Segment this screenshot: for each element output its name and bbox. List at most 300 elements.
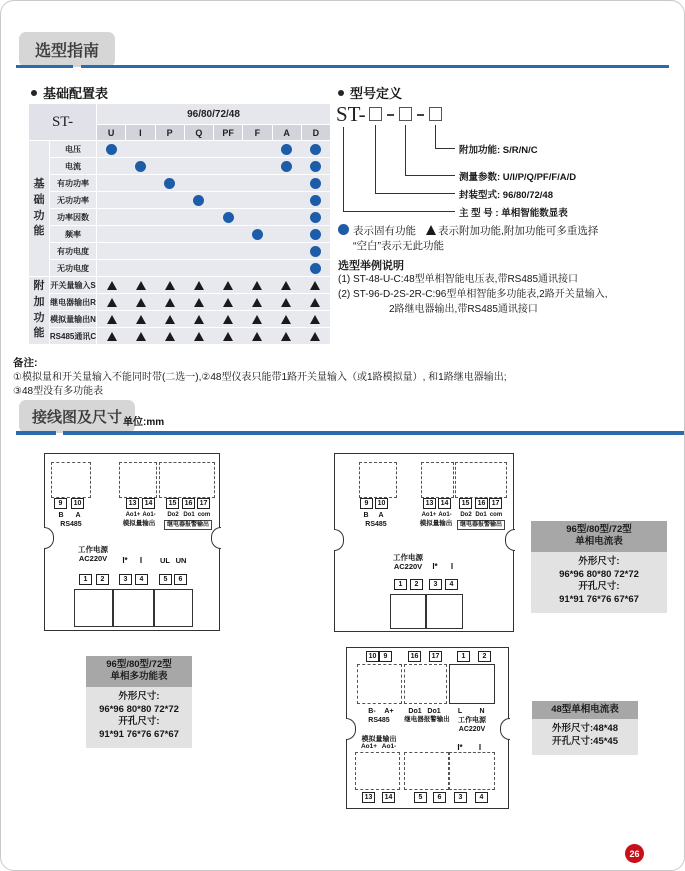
mark-cell-Q — [184, 141, 213, 157]
callout-additional-function: 附加功能: S/R/N/C — [459, 145, 538, 156]
label-b-do_labels-1: Do1 — [475, 512, 487, 518]
mark-cell-Q — [184, 311, 213, 327]
model-placeholder-box-3 — [429, 107, 442, 121]
dashed-module-box — [404, 664, 447, 704]
mark-cell-A — [272, 277, 301, 293]
additional-function-triangle-icon — [252, 281, 262, 290]
callout-line — [343, 127, 344, 212]
row-label-电压: 电压 — [50, 141, 96, 157]
additional-function-triangle-icon — [310, 298, 320, 307]
mark-cell-A — [272, 328, 301, 344]
additional-function-triangle-icon — [165, 298, 175, 307]
terminal-10: 10 — [375, 498, 388, 509]
fixed-function-dot-icon — [281, 161, 292, 172]
additional-function-triangle-icon — [281, 281, 291, 290]
label-a-current_labels-0: I* — [122, 556, 128, 565]
terminal-1: 1 — [457, 651, 470, 662]
label-c-do_caption: 继电器报警输出 — [404, 716, 450, 723]
row-label-有功功率: 有功功率 — [50, 175, 96, 191]
row-marks-电流 — [97, 158, 330, 174]
mark-cell-P — [155, 175, 184, 191]
label-b-rs485_caption: RS485 — [365, 521, 387, 528]
mark-cell-I — [126, 328, 155, 344]
additional-function-triangle-icon — [136, 298, 146, 307]
mark-cell-F — [243, 277, 272, 293]
solid-module-box — [74, 589, 113, 627]
notes-heading: 备注: — [13, 357, 38, 369]
label-c-rs485_caption: RS485 — [368, 717, 390, 724]
mark-cell-D — [301, 141, 330, 157]
label-a-ao_labels-1: Ao1- — [142, 512, 156, 518]
config-table-heading-text: 基础配置表 — [43, 86, 109, 101]
mark-cell-Q — [184, 226, 213, 242]
terminal-3: 3 — [454, 792, 467, 803]
row-marks-有功电度 — [97, 243, 330, 259]
mark-cell-Q — [184, 328, 213, 344]
additional-function-triangle-icon — [281, 298, 291, 307]
mark-cell-F — [243, 260, 272, 276]
label-b-power_caption2: AC220V — [393, 562, 423, 571]
spec-body-line-2: 开孔尺寸: — [118, 716, 160, 728]
spec-title-line-0: 48型单相电流表 — [551, 704, 619, 715]
column-header-F: F — [243, 125, 271, 140]
mark-cell-I — [126, 226, 155, 242]
mark-cell-U — [97, 294, 126, 310]
additional-function-triangle-icon — [107, 315, 117, 324]
callout-line — [405, 125, 406, 176]
terminal-13: 13 — [423, 498, 436, 509]
case-notch-right — [211, 527, 221, 549]
column-header-A: A — [273, 125, 301, 140]
spec-body-line-1: 96*96 80*80 72*72 — [559, 568, 639, 580]
fixed-function-dot-icon — [135, 161, 146, 172]
row-label-无功电度: 无功电度 — [50, 260, 96, 276]
terminal-9: 9 — [360, 498, 373, 509]
terminal-5: 5 — [159, 574, 172, 585]
mark-cell-P — [155, 226, 184, 242]
mark-cell-Q — [184, 277, 213, 293]
terminal-3: 3 — [119, 574, 132, 585]
label-c-power_labels-0: L — [457, 708, 463, 715]
mark-cell-P — [155, 328, 184, 344]
spec-box-multifunction-meter — [86, 656, 192, 748]
mark-cell-PF — [214, 328, 243, 344]
terminal-16: 16 — [408, 651, 421, 662]
terminal-14: 14 — [142, 498, 155, 509]
additional-function-triangle-icon — [252, 298, 262, 307]
label-b-do_caption: 继电器报警输出 — [457, 520, 505, 530]
additional-function-triangle-icon — [107, 298, 117, 307]
row-marks-RS485通讯C — [97, 328, 330, 344]
wiring-diagram-48-meter — [346, 647, 509, 809]
mark-cell-D — [301, 294, 330, 310]
legend-dot-text: 表示固有功能 — [353, 225, 416, 237]
spec-body — [532, 719, 638, 755]
fixed-function-dot-icon — [310, 161, 321, 172]
mark-cell-A — [272, 226, 301, 242]
mark-cell-PF — [214, 260, 243, 276]
row-label-有功电度: 有功电度 — [50, 243, 96, 259]
label-b-ao_labels-0: Ao1+ — [421, 512, 437, 518]
additional-function-triangle-icon — [136, 315, 146, 324]
legend-tri-text: 表示附加功能,附加功能可多重选择 — [438, 225, 599, 237]
mark-cell-Q — [184, 175, 213, 191]
callout-line — [375, 193, 455, 194]
mark-cell-U — [97, 158, 126, 174]
additional-function-triangle-icon — [310, 281, 320, 290]
spec-title-line-1: 单相电流表 — [575, 536, 623, 548]
fixed-function-dot-icon — [338, 224, 349, 235]
model-definition-heading-text: 型号定义 — [350, 86, 403, 101]
mark-cell-PF — [214, 192, 243, 208]
additional-function-triangle-icon — [223, 298, 233, 307]
column-header-U: U — [97, 125, 125, 140]
mark-cell-U — [97, 141, 126, 157]
page-number-badge: 26 — [625, 844, 644, 863]
terminal-17: 17 — [197, 498, 210, 509]
additional-function-triangle-icon — [165, 281, 175, 290]
wiring-diagram-current-meter — [334, 453, 514, 632]
mark-cell-I — [126, 294, 155, 310]
spec-body — [531, 552, 667, 613]
mark-cell-I — [126, 209, 155, 225]
label-c-ao_caption: 模拟量输出 — [361, 736, 397, 743]
mark-cell-A — [272, 209, 301, 225]
mark-cell-A — [272, 294, 301, 310]
terminal-14: 14 — [438, 498, 451, 509]
terminal-2: 2 — [96, 574, 109, 585]
basic-configuration-table — [29, 104, 330, 344]
mark-cell-Q — [184, 192, 213, 208]
spec-body-line-1: 开孔尺寸:45*45 — [552, 736, 618, 748]
legend-line-1 — [338, 223, 598, 238]
mark-cell-Q — [184, 243, 213, 259]
label-c-power_labels-1: N — [479, 708, 485, 715]
mark-cell-A — [272, 192, 301, 208]
notes-lines — [13, 371, 507, 399]
label-c-current_labels-1: I — [478, 743, 482, 752]
divider-line — [16, 431, 56, 435]
additional-function-triangle-icon — [165, 315, 175, 324]
terminal-13: 13 — [126, 498, 139, 509]
row-label-功率因数: 功率因数 — [50, 209, 96, 225]
section-badge-wiring-dimensions: 接线图及尺寸 — [19, 400, 135, 433]
mark-cell-Q — [184, 209, 213, 225]
mark-cell-I — [126, 192, 155, 208]
mark-cell-P — [155, 277, 184, 293]
fixed-function-dot-icon — [281, 144, 292, 155]
label-b-ao_labels-1: Ao1- — [438, 512, 452, 518]
mark-cell-A — [272, 141, 301, 157]
spec-title-line-1: 单相多功能表 — [110, 671, 168, 683]
additional-function-triangle-icon — [136, 281, 146, 290]
mark-cell-PF — [214, 311, 243, 327]
row-marks-电压 — [97, 141, 330, 157]
mark-cell-A — [272, 243, 301, 259]
mark-cell-PF — [214, 243, 243, 259]
additional-function-triangle-icon — [194, 332, 204, 341]
solid-module-box — [113, 589, 154, 627]
bullet-icon — [31, 90, 37, 96]
label-a-voltage_labels-0: UL — [160, 556, 170, 565]
label-a-ao_labels-0: Ao1+ — [125, 512, 141, 518]
mark-cell-P — [155, 158, 184, 174]
row-marks-模拟量输出N — [97, 311, 330, 327]
label-b-current_labels-0: I* — [432, 562, 438, 571]
wiring-diagram-multifunction-meter — [44, 453, 220, 631]
callout-measured-parameter: 测量参数: U/I/P/Q/PF/F/A/D — [459, 172, 577, 183]
label-a-voltage_labels-1: UN — [175, 556, 187, 565]
note-line-1: ③48型没有多功能表 — [13, 386, 104, 397]
note-line-0: ①模拟量和开关量输入不能同时带(二选一),②48型仪表只能带1路开关量输入（或1路模拟量）, 和1路继电器输出; — [13, 372, 507, 383]
mark-cell-PF — [214, 294, 243, 310]
label-c-ao_labels-0: Ao1+ — [360, 743, 378, 750]
terminal-9: 9 — [54, 498, 67, 509]
additional-function-triangle-icon — [223, 281, 233, 290]
mark-cell-F — [243, 294, 272, 310]
row-marks-有功功率 — [97, 175, 330, 191]
terminal-16: 16 — [182, 498, 195, 509]
row-label-频率: 频率 — [50, 226, 96, 242]
mark-cell-F — [243, 226, 272, 242]
mark-cell-P — [155, 192, 184, 208]
fixed-function-dot-icon — [223, 212, 234, 223]
row-marks-无功功率 — [97, 192, 330, 208]
spec-body-line-3: 91*91 76*76 67*67 — [559, 594, 639, 606]
column-header-I: I — [126, 125, 154, 140]
table-size-header: 96/80/72/48 — [97, 104, 330, 124]
dashed-module-box — [455, 462, 507, 498]
terminal-6: 6 — [433, 792, 446, 803]
spec-title — [532, 701, 638, 719]
mark-cell-A — [272, 158, 301, 174]
mark-cell-P — [155, 141, 184, 157]
terminal-2: 2 — [478, 651, 491, 662]
label-b-ao_caption: 模拟量输出 — [419, 520, 453, 527]
fixed-function-dot-icon — [310, 263, 321, 274]
legend-line-2: “空白”表示无此功能 — [353, 240, 444, 252]
additional-function-triangle-icon — [194, 315, 204, 324]
bullet-icon — [338, 90, 344, 96]
label-c-do_labels-0: Do1 — [408, 708, 422, 715]
label-a-ao_caption: 模拟量输出 — [122, 520, 156, 527]
config-table-heading — [31, 83, 108, 102]
spec-body-line-0: 外形尺寸:48*48 — [552, 723, 618, 735]
terminal-9: 9 — [379, 651, 392, 662]
callout-package-type: 封装型式: 96/80/72/48 — [459, 190, 553, 201]
row-label-电流: 电流 — [50, 158, 96, 174]
fixed-function-dot-icon — [310, 144, 321, 155]
spec-title-line-0: 96型/80型/72型 — [566, 524, 632, 535]
column-header-Q: Q — [185, 125, 213, 140]
mark-cell-A — [272, 311, 301, 327]
terminal-2: 2 — [410, 579, 423, 590]
label-a-power_caption1: 工作电源 — [78, 545, 108, 554]
mark-cell-A — [272, 175, 301, 191]
callout-line — [435, 148, 455, 149]
row-marks-开关量输入S — [97, 277, 330, 293]
additional-function-triangle-icon — [426, 225, 436, 235]
terminal-17: 17 — [429, 651, 442, 662]
dashed-module-box — [357, 664, 402, 704]
spec-box-current-meter — [531, 521, 667, 613]
model-placeholder-box-2 — [399, 107, 412, 121]
mark-cell-U — [97, 192, 126, 208]
terminal-1: 1 — [79, 574, 92, 585]
mark-cell-I — [126, 243, 155, 259]
mark-cell-Q — [184, 158, 213, 174]
terminal-15: 15 — [459, 498, 472, 509]
row-label-模拟量输出N: 模拟量输出N — [50, 311, 96, 327]
mark-cell-PF — [214, 277, 243, 293]
label-a-rs485_labels-0: B — [58, 512, 64, 519]
label-a-rs485_labels-1: A — [75, 512, 81, 519]
mark-cell-F — [243, 175, 272, 191]
spec-title — [531, 521, 667, 552]
mark-cell-A — [272, 260, 301, 276]
spec-body-line-2: 开孔尺寸: — [578, 581, 620, 593]
label-a-do_caption: 继电器报警输出 — [164, 520, 212, 530]
fixed-function-dot-icon — [164, 178, 175, 189]
example-line-0: (1) ST-48-U-C:48型单相智能电压表,带RS485通讯接口 — [338, 274, 579, 285]
mark-cell-U — [97, 175, 126, 191]
mark-cell-D — [301, 311, 330, 327]
terminal-4: 4 — [135, 574, 148, 585]
additional-function-triangle-icon — [310, 332, 320, 341]
group-label-1: 附 加 功 能 — [29, 277, 49, 344]
terminal-10: 10 — [366, 651, 379, 662]
additional-function-triangle-icon — [194, 281, 204, 290]
mark-cell-F — [243, 328, 272, 344]
mark-cell-P — [155, 243, 184, 259]
mark-cell-PF — [214, 141, 243, 157]
case-notch-right — [500, 718, 510, 740]
solid-module-box — [426, 594, 463, 629]
mark-cell-I — [126, 158, 155, 174]
dashed-module-box — [421, 462, 454, 498]
dashed-module-box — [359, 462, 397, 498]
mark-cell-D — [301, 260, 330, 276]
label-b-current_labels-1: I — [450, 562, 454, 571]
terminal-15: 15 — [166, 498, 179, 509]
label-c-rs485_labels-0: B- — [368, 708, 376, 715]
row-label-RS485通讯C: RS485通讯C — [50, 328, 96, 344]
label-c-rs485_labels-1: A+ — [384, 708, 394, 715]
case-notch-left — [346, 718, 356, 740]
spec-body — [86, 687, 192, 748]
spec-body-line-0: 外形尺寸: — [578, 555, 620, 567]
notes — [13, 355, 507, 399]
label-c-ao_labels-1: Ao1- — [381, 743, 397, 750]
label-c-do_labels-1: Do1 — [427, 708, 441, 715]
divider-line — [16, 65, 73, 68]
example-line-1: (2) ST-96-D-2S-2R-C:96型单相智能多功能表,2路开关量输入, — [338, 289, 608, 300]
model-dash — [417, 114, 424, 116]
label-c-power_caption1: 工作电源 — [458, 717, 486, 724]
row-marks-频率 — [97, 226, 330, 242]
mark-cell-PF — [214, 209, 243, 225]
fixed-function-dot-icon — [193, 195, 204, 206]
mark-cell-U — [97, 226, 126, 242]
callout-main-model: 主 型 号 : 单相智能数显表 — [459, 208, 568, 219]
solid-module-box — [154, 589, 193, 627]
spec-title-line-0: 96型/80型/72型 — [106, 659, 172, 670]
label-a-do_labels-0: Do2 — [167, 512, 179, 518]
label-b-do_labels-0: Do2 — [460, 512, 472, 518]
terminal-13: 13 — [362, 792, 375, 803]
terminal-4: 4 — [445, 579, 458, 590]
mark-cell-D — [301, 243, 330, 259]
terminal-14: 14 — [382, 792, 395, 803]
mark-cell-F — [243, 209, 272, 225]
label-a-power_caption2: AC220V — [78, 554, 108, 563]
section-badge-selection-guide: 选型指南 — [19, 32, 115, 67]
dashed-module-box — [51, 462, 91, 498]
case-notch-right — [505, 529, 515, 551]
additional-function-triangle-icon — [252, 332, 262, 341]
row-marks-继电器输出R — [97, 294, 330, 310]
additional-function-triangle-icon — [252, 315, 262, 324]
mark-cell-D — [301, 175, 330, 191]
case-notch-left — [334, 529, 344, 551]
mark-cell-F — [243, 141, 272, 157]
row-label-无功功率: 无功功率 — [50, 192, 96, 208]
row-marks-功率因数 — [97, 209, 330, 225]
fixed-function-dot-icon — [106, 144, 117, 155]
fixed-function-dot-icon — [310, 246, 321, 257]
mark-cell-F — [243, 243, 272, 259]
callout-line — [375, 125, 376, 194]
fixed-function-dot-icon — [310, 212, 321, 223]
additional-function-triangle-icon — [107, 281, 117, 290]
additional-function-triangle-icon — [165, 332, 175, 341]
terminal-5: 5 — [414, 792, 427, 803]
mark-cell-U — [97, 209, 126, 225]
terminal-17: 17 — [489, 498, 502, 509]
fixed-function-dot-icon — [252, 229, 263, 240]
divider-line — [63, 431, 684, 435]
spec-box-48-meter — [532, 701, 638, 755]
mark-cell-I — [126, 175, 155, 191]
fixed-function-dot-icon — [310, 178, 321, 189]
dashed-module-box — [355, 752, 400, 790]
mark-cell-P — [155, 260, 184, 276]
additional-function-triangle-icon — [223, 315, 233, 324]
mark-cell-I — [126, 260, 155, 276]
mark-cell-PF — [214, 175, 243, 191]
spec-title — [86, 656, 192, 687]
spec-body-line-1: 96*96 80*80 72*72 — [99, 703, 179, 715]
solid-module-box — [390, 594, 426, 629]
additional-function-triangle-icon — [107, 332, 117, 341]
mark-cell-U — [97, 328, 126, 344]
terminal-10: 10 — [71, 498, 84, 509]
label-a-do_labels-1: Do1 — [183, 512, 195, 518]
label-b-do_labels-2: com — [489, 512, 503, 518]
mark-cell-P — [155, 311, 184, 327]
table-corner-model-prefix: ST- — [29, 104, 96, 140]
mark-cell-U — [97, 260, 126, 276]
example-line-2: 2路继电器输出,带RS485通讯接口 — [389, 304, 538, 315]
callout-line — [343, 211, 455, 212]
dashed-module-box — [159, 462, 215, 498]
mark-cell-P — [155, 294, 184, 310]
mark-cell-D — [301, 328, 330, 344]
label-a-rs485_caption: RS485 — [60, 521, 82, 528]
fixed-function-dot-icon — [310, 229, 321, 240]
mark-cell-U — [97, 243, 126, 259]
terminal-1: 1 — [394, 579, 407, 590]
